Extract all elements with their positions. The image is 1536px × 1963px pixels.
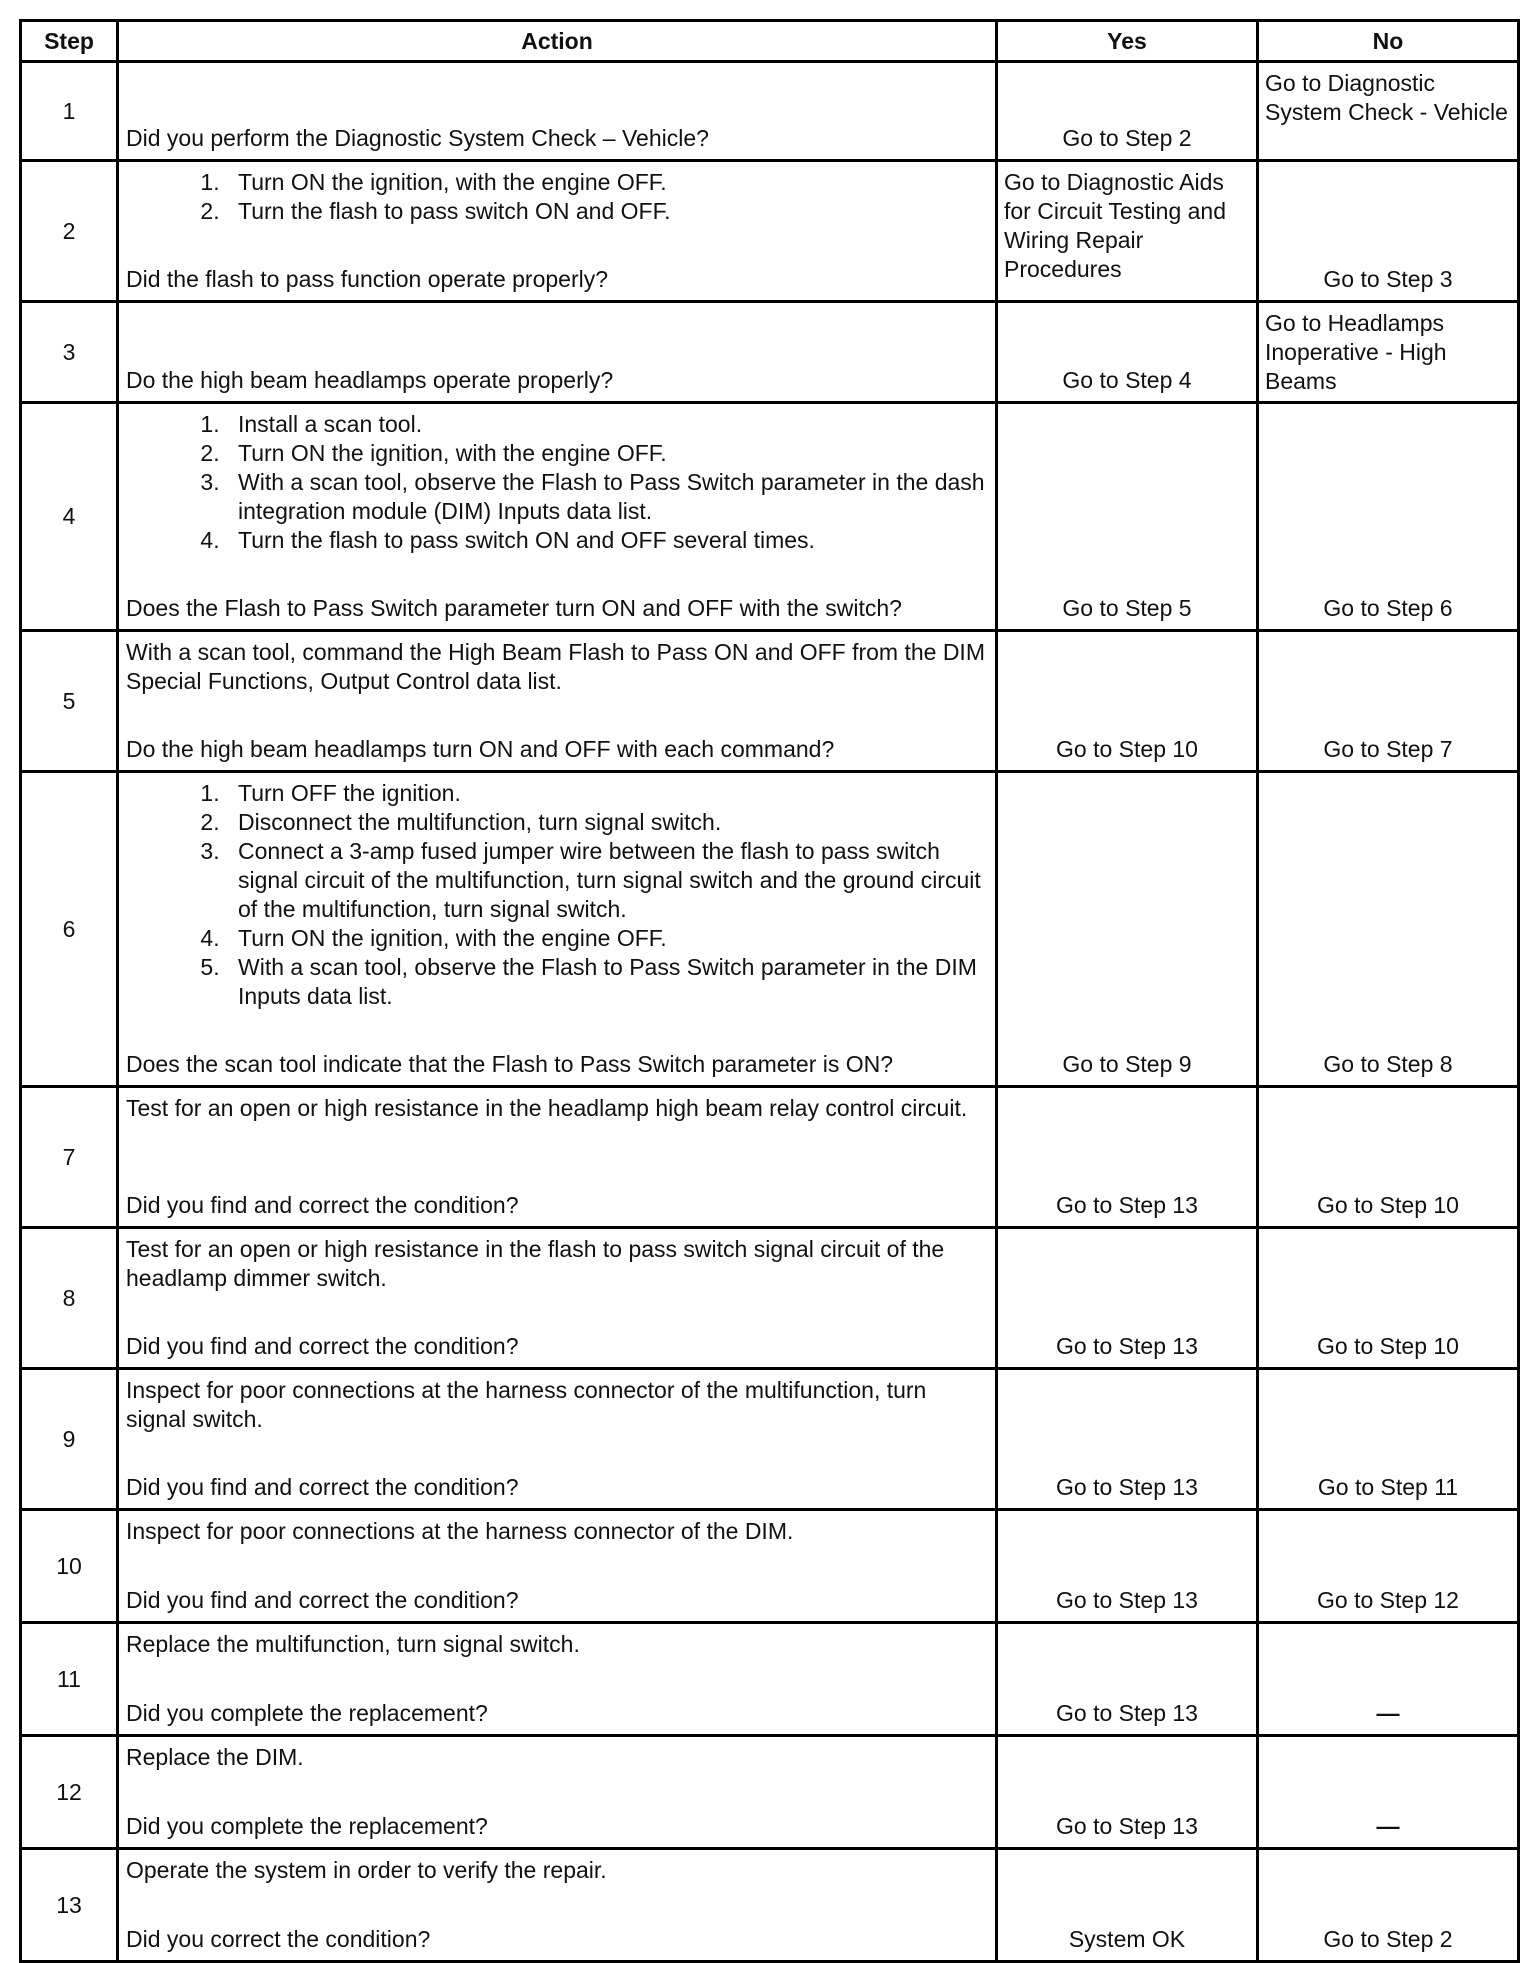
action-question: Does the Flash to Pass Switch parameter turn ON and OFF with the switch? [126, 595, 902, 621]
yes-result-cell [997, 1369, 1258, 1510]
procedure-step: 2. Turn the flash to pass switch ON and OFF. [226, 197, 987, 226]
no-result: Go to Step 11 [1317, 1474, 1459, 1500]
action-cell [118, 1087, 997, 1228]
no-result: — [1376, 1813, 1400, 1839]
header-step: Step [21, 21, 118, 62]
action-cell [118, 772, 997, 1087]
action-question: Did you find and correct the condition? [126, 1474, 519, 1500]
no-result-cell [1258, 1087, 1519, 1228]
step-number: 5 [21, 631, 118, 772]
action-cell [118, 631, 997, 772]
action-text: Inspect for poor connections at the harness connector of the multifunction, turn signal switch. [126, 1377, 927, 1432]
no-result: Go to Diagnostic System Check - Vehicle [1265, 70, 1508, 125]
procedure-step: 3. Connect a 3-amp fused jumper wire between the flash to pass switch signal circuit of the multifunction, turn signal switch and the ground circuit of the multifunction, turn signal switch. [226, 837, 987, 924]
table-row [21, 1736, 1519, 1849]
no-result-cell [1258, 1623, 1519, 1736]
step-number: 7 [21, 1087, 118, 1228]
yes-result: Go to Step 13 [1056, 1192, 1198, 1218]
procedure-list [126, 779, 987, 1011]
table-body [21, 62, 1519, 1962]
action-question: Did you perform the Diagnostic System Check – Vehicle? [126, 125, 709, 151]
action-text: Operate the system in order to verify the repair. [126, 1857, 607, 1883]
action-cell [118, 1736, 997, 1849]
action-text: With a scan tool, command the High Beam Flash to Pass ON and OFF from the DIM Special Functions, Output Control data list. [126, 639, 985, 694]
no-result-cell [1258, 631, 1519, 772]
procedure-list [126, 168, 987, 226]
action-question: Did you complete the replacement? [126, 1700, 488, 1726]
no-result-cell [1258, 1369, 1519, 1510]
procedure-step: 1. Turn OFF the ignition. [226, 779, 987, 808]
step-number: 9 [21, 1369, 118, 1510]
action-cell [118, 1849, 997, 1962]
table-row [21, 631, 1519, 772]
no-result: — [1376, 1700, 1400, 1726]
no-result: Go to Step 3 [1323, 266, 1453, 292]
header-row [21, 21, 1519, 62]
no-result-cell [1258, 161, 1519, 302]
step-number: 13 [21, 1849, 118, 1962]
step-number: 1 [21, 62, 118, 161]
yes-result: Go to Step 9 [1062, 1051, 1192, 1077]
no-result: Go to Headlamps Inoperative - High Beams [1265, 310, 1447, 394]
procedure-step: 2. Turn ON the ignition, with the engine OFF. [226, 439, 987, 468]
action-text: Replace the multifunction, turn signal switch. [126, 1631, 580, 1657]
action-question: Did you correct the condition? [126, 1926, 431, 1952]
yes-result-cell [997, 1510, 1258, 1623]
step-number: 8 [21, 1228, 118, 1369]
procedure-step: 4. Turn ON the ignition, with the engine OFF. [226, 924, 987, 953]
step-number: 10 [21, 1510, 118, 1623]
action-text: Test for an open or high resistance in the flash to pass switch signal circuit of the headlamp dimmer switch. [126, 1236, 945, 1291]
no-result-cell [1258, 772, 1519, 1087]
action-cell [118, 1623, 997, 1736]
yes-result-cell [997, 1623, 1258, 1736]
action-cell [118, 62, 997, 161]
procedure-step: 1. Install a scan tool. [226, 410, 987, 439]
step-number: 11 [21, 1623, 118, 1736]
yes-result-cell [997, 403, 1258, 631]
yes-result-cell [997, 62, 1258, 161]
yes-result-cell [997, 631, 1258, 772]
no-result-cell [1258, 403, 1519, 631]
procedure-step: 2. Disconnect the multifunction, turn signal switch. [226, 808, 987, 837]
step-number: 4 [21, 403, 118, 631]
yes-result-cell [997, 1849, 1258, 1962]
table-row [21, 403, 1519, 631]
yes-result: Go to Step 2 [1062, 125, 1192, 151]
yes-result-cell [997, 161, 1258, 302]
step-number: 6 [21, 772, 118, 1087]
table-row [21, 1228, 1519, 1369]
table-row [21, 1623, 1519, 1736]
procedure-step: 4. Turn the flash to pass switch ON and OFF several times. [226, 526, 987, 555]
procedure-step: 5. With a scan tool, observe the Flash to Pass Switch parameter in the DIM Inputs data list. [226, 953, 987, 1011]
action-cell [118, 1228, 997, 1369]
table-row [21, 772, 1519, 1087]
yes-result: Go to Step 4 [1062, 367, 1192, 393]
table-row [21, 1369, 1519, 1510]
action-cell [118, 161, 997, 302]
table-row [21, 1087, 1519, 1228]
yes-result: Go to Step 13 [1056, 1587, 1198, 1613]
diagnostic-table [19, 19, 1520, 1963]
table-row [21, 62, 1519, 161]
no-result-cell [1258, 1736, 1519, 1849]
header-no: No [1258, 21, 1519, 62]
no-result-cell [1258, 1510, 1519, 1623]
no-result: Go to Step 10 [1317, 1333, 1459, 1359]
action-question: Did you find and correct the condition? [126, 1587, 519, 1613]
action-question: Did you find and correct the condition? [126, 1333, 519, 1359]
procedure-step: 1. Turn ON the ignition, with the engine OFF. [226, 168, 987, 197]
no-result-cell [1258, 1228, 1519, 1369]
yes-result-cell [997, 1228, 1258, 1369]
no-result: Go to Step 12 [1317, 1587, 1459, 1613]
action-question: Did the flash to pass function operate properly? [126, 266, 609, 292]
table-row [21, 302, 1519, 403]
step-number: 3 [21, 302, 118, 403]
action-question: Did you complete the replacement? [126, 1813, 488, 1839]
no-result: Go to Step 6 [1323, 595, 1453, 621]
yes-result: Go to Step 5 [1062, 595, 1192, 621]
action-question: Did you find and correct the condition? [126, 1192, 519, 1218]
table-row [21, 1510, 1519, 1623]
action-cell [118, 302, 997, 403]
yes-result: Go to Step 13 [1056, 1474, 1198, 1500]
action-question: Do the high beam headlamps operate properly? [126, 367, 614, 393]
table-row [21, 161, 1519, 302]
yes-result: Go to Step 13 [1056, 1700, 1198, 1726]
yes-result: Go to Diagnostic Aids for Circuit Testing and Wiring Repair Procedures [1004, 169, 1227, 282]
no-result-cell [1258, 1849, 1519, 1962]
no-result: Go to Step 8 [1323, 1051, 1453, 1077]
procedure-step: 3. With a scan tool, observe the Flash to Pass Switch parameter in the dash integration module (DIM) Inputs data list. [226, 468, 987, 526]
yes-result-cell [997, 1087, 1258, 1228]
no-result: Go to Step 10 [1317, 1192, 1459, 1218]
table-row [21, 1849, 1519, 1962]
action-question: Does the scan tool indicate that the Flash to Pass Switch parameter is ON? [126, 1051, 894, 1077]
yes-result: Go to Step 10 [1056, 736, 1198, 762]
action-question: Do the high beam headlamps turn ON and OFF with each command? [126, 736, 835, 762]
action-text: Replace the DIM. [126, 1744, 304, 1770]
yes-result: Go to Step 13 [1056, 1813, 1198, 1839]
no-result-cell [1258, 302, 1519, 403]
step-number: 12 [21, 1736, 118, 1849]
action-cell [118, 1510, 997, 1623]
yes-result-cell [997, 772, 1258, 1087]
procedure-list [126, 410, 987, 555]
yes-result-cell [997, 302, 1258, 403]
header-yes: Yes [997, 21, 1258, 62]
no-result-cell [1258, 62, 1519, 161]
action-cell [118, 403, 997, 631]
yes-result-cell [997, 1736, 1258, 1849]
action-text: Inspect for poor connections at the harness connector of the DIM. [126, 1518, 794, 1544]
step-number: 2 [21, 161, 118, 302]
yes-result: Go to Step 13 [1056, 1333, 1198, 1359]
header-action: Action [118, 21, 997, 62]
action-text: Test for an open or high resistance in the headlamp high beam relay control circuit. [126, 1095, 968, 1121]
no-result: Go to Step 2 [1323, 1926, 1453, 1952]
yes-result: System OK [1068, 1926, 1186, 1952]
no-result: Go to Step 7 [1323, 736, 1453, 762]
action-cell [118, 1369, 997, 1510]
